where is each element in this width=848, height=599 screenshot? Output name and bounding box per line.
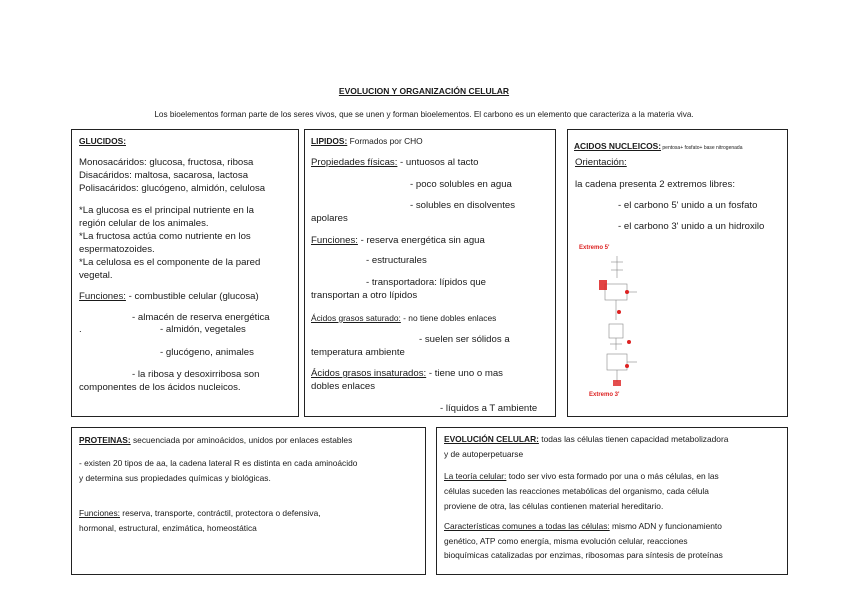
- lipidos-sat-1: - no tiene dobles enlaces: [400, 313, 497, 323]
- evolucion-carac-label: Características comunes a todas las células:: [444, 521, 610, 531]
- glucidos-funciones: [79, 291, 259, 302]
- glucidos-note1b: región celular de los animales.: [79, 218, 209, 229]
- evolucion-teoria-a: todo ser vivo esta formado por una o más células, en las: [506, 471, 719, 481]
- glucidos-poli: Polisacáridos: glucógeno, almidón, celulosa: [79, 183, 266, 194]
- lipidos-funciones: [311, 235, 485, 246]
- glucidos-note3b: vegetal.: [79, 270, 113, 281]
- evolucion-heading-rest: todas las células tienen capacidad metabolizadora: [538, 434, 729, 444]
- acidos-heading: [574, 136, 742, 154]
- proteinas-heading-rest: secuenciada por aminoácidos, unidos por enlaces estables: [130, 435, 353, 445]
- proteinas-func-b: hormonal, estructural, enzimática, homeostática: [79, 523, 257, 533]
- evolucion-teoria-b: células suceden las reacciones metabólicas del organismo, cada célula: [444, 486, 709, 496]
- acidos-line-3: - el carbono 3' unido a un hidroxilo: [618, 221, 765, 232]
- glucidos-func-3: - almidón, vegetales: [160, 324, 246, 335]
- glucidos-func-label: Funciones:: [79, 291, 126, 302]
- proteinas-line-1b: y determina sus propiedades químicas y biológicas.: [79, 473, 271, 483]
- glucidos-mono: Monosacáridos: glucosa, fructosa, ribosa: [79, 157, 254, 168]
- intro-text: Los bioelementos forman parte de los seres vivos, que se unen y forman bioelementos. El carbono es un elemento que caracteriza a la materia viva.: [154, 110, 694, 119]
- lipidos-sat-2b: temperatura ambiente: [311, 347, 405, 358]
- evolucion-heading-b: y de autoperpetuarse: [444, 449, 524, 459]
- lipidos-prop-2: - poco solubles en agua: [410, 179, 512, 190]
- evolucion-teoria-c: proviene de otra, las células contienen material hereditario.: [444, 501, 664, 511]
- lipidos-insat-label: Ácidos grasos insaturados:: [311, 368, 427, 379]
- acidos-heading-label: ACIDOS NUCLEICOS:: [574, 141, 662, 151]
- proteinas-heading: [79, 435, 352, 445]
- lipidos-func-label: Funciones:: [311, 235, 358, 246]
- evolucion-carac-c: bioquímicas catalizadas por enzimas, ribosomas para síntesis de proteínas: [444, 550, 723, 560]
- evolucion-heading: [444, 434, 728, 444]
- acidos-orientacion: Orientación:: [575, 157, 627, 168]
- lipidos-func-1: - reserva energética sin agua: [357, 235, 485, 246]
- acidos-heading-small: pentosa+ fosfato+ base nitrogenada: [661, 145, 743, 151]
- lipidos-prop-3b: apolares: [311, 213, 348, 224]
- page-title: EVOLUCION Y ORGANIZACIÓN CELULAR: [338, 86, 510, 96]
- glucidos-heading: GLUCIDOS:: [79, 136, 126, 146]
- glucidos-func-5b: componentes de los ácidos nucleicos.: [79, 382, 241, 393]
- glucidos-note3a: *La celulosa es el componente de la pared: [79, 257, 261, 268]
- lipidos-func-2: - estructurales: [366, 255, 427, 266]
- glucidos-func-5a: - la ribosa y desoxirribosa son: [132, 369, 260, 380]
- glucidos-di: Disacáridos: maltosa, sacarosa, lactosa: [79, 170, 249, 181]
- evolucion-carac-a: mismo ADN y funcionamiento: [609, 521, 722, 531]
- proteinas-box: [71, 427, 426, 575]
- glucidos-note2a: *La fructosa actúa como nutriente en los: [79, 231, 251, 242]
- extremo-3-label: Extremo 3': [589, 392, 620, 398]
- lipidos-heading-rest: Formados por CHO: [347, 136, 423, 146]
- glucidos-func-2: - almacén de reserva energética: [132, 312, 270, 323]
- proteinas-funciones: [79, 508, 321, 518]
- lipidos-prop-label: Propiedades físicas:: [311, 157, 398, 168]
- lipidos-func-3: - transportadora: lípidos que: [366, 277, 486, 288]
- lipidos-prop-1: - untuosos al tacto: [397, 157, 479, 168]
- proteinas-line-1a: - existen 20 tipos de aa, la cadena lateral R es distinta en cada aminoácido: [79, 458, 358, 468]
- evolucion-carac-b: genético, ATP como energía, misma evolución celular, reacciones: [444, 536, 688, 546]
- glucidos-func-dot: .: [79, 324, 82, 335]
- lipidos-heading-label: LIPIDOS:: [311, 136, 348, 146]
- lipidos-heading: [311, 136, 423, 146]
- lipidos-sat-2: - suelen ser sólidos a: [419, 334, 510, 345]
- lipidos-insaturados: [311, 368, 503, 379]
- dna-chain-diagram: [575, 238, 645, 400]
- proteinas-func-label: Funciones:: [79, 508, 120, 518]
- glucidos-note2b: espermatozoides.: [79, 244, 155, 255]
- lipidos-saturados: [311, 313, 496, 323]
- lipidos-insat-2: - líquidos a T ambiente: [440, 403, 538, 414]
- lipidos-insat-1b: dobles enlaces: [311, 381, 376, 392]
- evolucion-teoria-label: La teoría celular:: [444, 471, 507, 481]
- evolucion-caracteristicas: [444, 521, 722, 531]
- lipidos-propiedades: [311, 157, 478, 168]
- glucidos-func-1: - combustible celular (glucosa): [125, 291, 259, 302]
- extremo-5-label: Extremo 5': [579, 245, 610, 251]
- lipidos-sat-label: Ácidos grasos saturado:: [311, 313, 401, 323]
- lipidos-insat-1: - tiene uno o mas: [426, 368, 503, 379]
- acidos-line-2: - el carbono 5' unido a un fosfato: [618, 200, 758, 211]
- lipidos-prop-3: - solubles en disolventes: [410, 200, 516, 211]
- lipidos-func-3b: transportan a otro lípidos: [311, 290, 418, 301]
- glucidos-func-4: - glucógeno, animales: [160, 347, 254, 358]
- evolucion-heading-label: EVOLUCIÓN CELULAR:: [444, 434, 539, 444]
- acidos-line-1: la cadena presenta 2 extremos libres:: [575, 179, 735, 190]
- glucidos-note1a: *La glucosa es el principal nutriente en la: [79, 205, 254, 216]
- evolucion-teoria: [444, 471, 719, 481]
- proteinas-heading-label: PROTEINAS:: [79, 435, 131, 445]
- proteinas-func-a: reserva, transporte, contráctil, protectora o defensiva,: [119, 508, 321, 518]
